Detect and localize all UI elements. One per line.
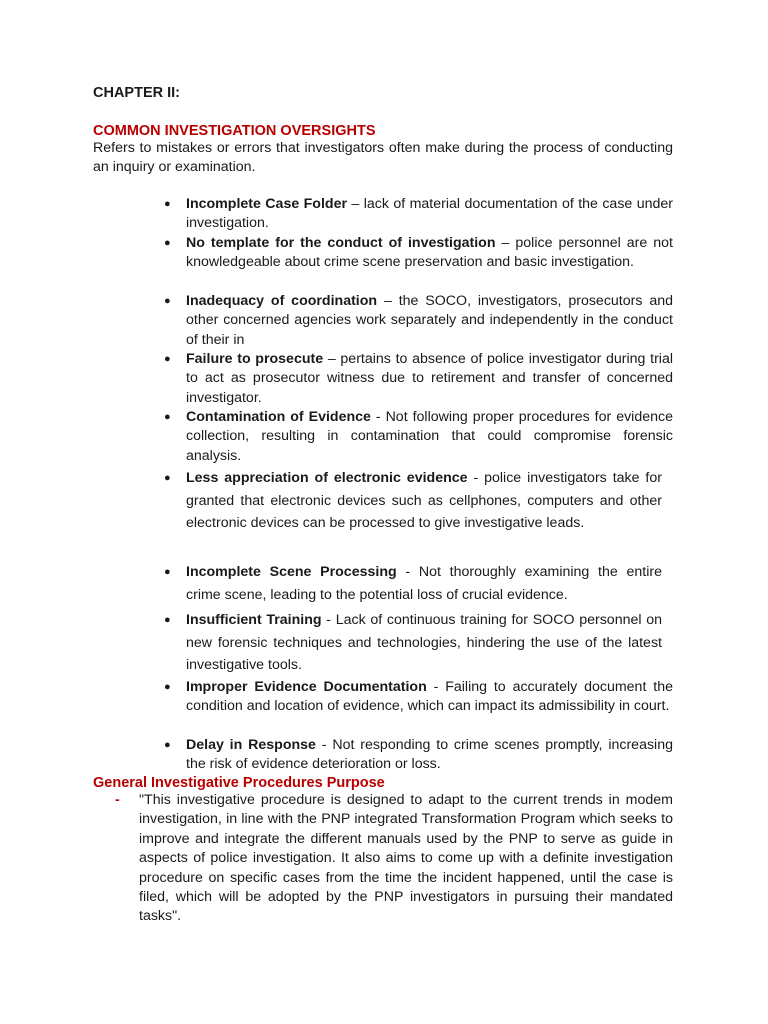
item-term: Inadequacy of coordination <box>186 293 378 309</box>
item-term: Delay in Response <box>186 737 316 753</box>
item-desc: - Not following proper procedures for evidence collection, resulting in contamination that could compromise forensic analysis. <box>186 409 673 464</box>
bullet-icon: ● <box>164 295 171 307</box>
list-item <box>164 467 662 535</box>
bullet-icon: ● <box>164 472 171 484</box>
list-item <box>164 678 673 717</box>
list-item <box>164 609 662 677</box>
list-item <box>164 408 673 466</box>
item-desc: - police investigators take for granted that electronic devices such as cellphones, computers and other electronic devices can be processed to give investigative leads. <box>186 470 662 531</box>
list-item <box>164 292 673 350</box>
item-term: Insufficient Training <box>186 612 322 628</box>
item-term: Incomplete Case Folder <box>186 196 347 212</box>
list-item <box>164 736 673 775</box>
bullet-icon: ● <box>164 237 171 249</box>
item-desc: - Lack of continuous training for SOCO personnel on new forensic techniques and technologies, hindering the use of the latest investigative tools. <box>186 612 662 673</box>
item-term: Incomplete Scene Processing <box>186 564 397 580</box>
bullet-icon: ● <box>164 739 171 751</box>
item-desc: - Failing to accurately document the condition and location of evidence, which can impact its admissibility in court. <box>186 679 673 715</box>
chapter-heading: CHAPTER II: <box>93 85 180 101</box>
bullet-icon: ● <box>164 614 171 626</box>
purpose-quote: "This investigative procedure is designed to adapt to the current trends in modem investigation, in line with the PNP integrated Transformation Program which seeks to improve and integrate the different manuals used by the PNP to serve as guide in aspects of police investigation. It also aims to come up with a definite investigation procedure on specific cases from the time the incident happened, until the case is filed, which will be adopted by the PNP investigators in pursuing their mandated tasks". <box>139 792 673 925</box>
list-item <box>164 350 673 408</box>
dash-bullet-icon: - <box>115 792 120 808</box>
bullet-icon: ● <box>164 566 171 578</box>
list-item <box>164 561 662 606</box>
item-desc: - Not thoroughly examining the entire crime scene, leading to the potential loss of crucial evidence. <box>186 564 662 603</box>
item-desc: – lack of material documentation of the case under investigation. <box>186 196 673 232</box>
bullet-icon: ● <box>164 198 171 210</box>
item-term: Improper Evidence Documentation <box>186 679 427 695</box>
item-term: Contamination of Evidence <box>186 409 371 425</box>
item-term: No template for the conduct of investigation <box>186 235 496 251</box>
list-item <box>164 234 673 273</box>
item-desc: – pertains to absence of police investigator during trial to act as prosecutor witness due to retirement and transfer of concerned investigator. <box>186 351 673 406</box>
item-desc: – the SOCO, investigators, prosecutors and other concerned agencies work separately and independently in the conduct of their in <box>186 293 673 348</box>
list-item <box>164 195 673 234</box>
bullet-icon: ● <box>164 353 171 365</box>
bullet-icon: ● <box>164 681 171 693</box>
item-term: Failure to prosecute <box>186 351 324 367</box>
section-title: COMMON INVESTIGATION OVERSIGHTS <box>93 123 376 139</box>
item-desc: - Not responding to crime scenes promptly, increasing the risk of evidence deterioration or loss. <box>186 737 673 773</box>
item-desc: – police personnel are not knowledgeable about crime scene preservation and basic investigation. <box>186 235 673 271</box>
item-term: Less appreciation of electronic evidence <box>186 470 468 486</box>
bullet-icon: ● <box>164 411 171 423</box>
subsection-title: General Investigative Procedures Purpose <box>93 775 385 791</box>
intro-paragraph: Refers to mistakes or errors that investigators often make during the process of conducting an inquiry or examination. <box>93 140 673 176</box>
